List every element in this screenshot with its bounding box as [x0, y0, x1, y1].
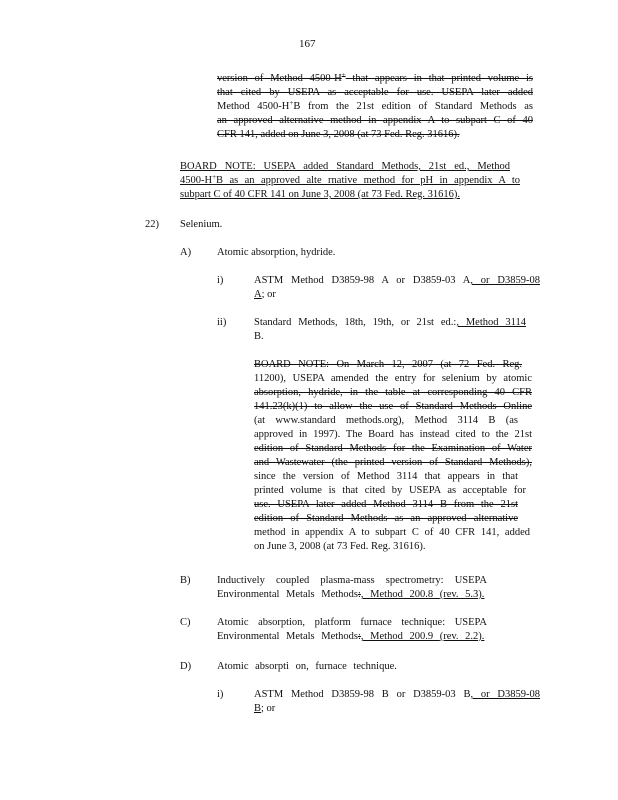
subitem-b-line-1: Inductively coupled plasma-mass spectrometry: USEPA — [217, 575, 487, 586]
ph-line-1: version of Method 4500-H+ that appears in that printed volume is — [217, 71, 533, 84]
subitem-label-b: B) — [180, 575, 191, 586]
subitem-a-i-line-1: ASTM Method D3859-98 A or D3859-03 A, or D3859-08 — [254, 275, 540, 286]
note-line-5: (at www.standard methods.org), Method 3114 B (as — [254, 415, 518, 426]
ph-line-3: Method 4500-H+B from the 21st edition of Standard Methods as — [217, 99, 533, 112]
subitem-a-ii-line-1: Standard Methods, 18th, 19th, or 21st ed.:, Method 3114 — [254, 317, 526, 328]
subitem-c-line-1: Atomic absorption, platform furnace technique: USEPA — [217, 617, 487, 628]
note-line-6: approved in 1997). The Board has instead cited to the 21st — [254, 429, 532, 440]
subitem-d-i-line-2: B; or — [254, 703, 276, 714]
note-line-1: BOARD NOTE: On March 12, 2007 (at 72 Fed. Reg. — [254, 359, 522, 370]
item-number-22: 22) — [145, 219, 159, 230]
subitem-c-line-2: Environmental Metals Methods:, Method 200.9 (rev. 2.2). — [217, 631, 485, 642]
note-line-8: and Wastewater (the printed version of Standard Methods), — [254, 457, 532, 468]
subitem-label-c: C) — [180, 617, 191, 628]
item-title-selenium: Selenium. — [180, 219, 223, 230]
note-line-7: edition of Standard Methods for the Examination of Water — [254, 443, 532, 454]
note-line-4: 141.23(k)(1) to allow the use of Standard Methods Online — [254, 401, 532, 412]
board-note-ph-line-3: subpart C of 40 CFR 141 on June 3, 2008 (at 73 Fed. Reg. 31616). — [180, 189, 460, 200]
subitem-text-d: Atomic absorpti on, furnace technique. — [217, 661, 397, 672]
ph-line-5: CFR 141, added on June 3, 2008 (at 73 Fed. Reg. 31616). — [217, 129, 460, 140]
subitem-a-i-line-2: A; or — [254, 289, 276, 300]
note-line-9: since the version of Method 3114 that appears in that — [254, 471, 518, 482]
note-line-10: printed volume is that cited by USEPA as acceptable for — [254, 485, 526, 496]
subitem-label-d-i: i) — [217, 689, 224, 700]
board-note-ph-line-1: BOARD NOTE: USEPA added Standard Methods, 21st ed., Method — [180, 161, 510, 172]
note-line-14: on June 3, 2008 (at 73 Fed. Reg. 31616). — [254, 541, 426, 552]
subitem-text-a: Atomic absorption, hydride. — [217, 247, 336, 258]
note-line-2: 11200), USEPA amended the entry for selenium by atomic — [254, 373, 532, 384]
subitem-label-d: D) — [180, 661, 192, 672]
note-line-13: method in appendix A to subpart C of 40 CFR 141, added — [254, 527, 530, 538]
ph-line-2: that cited by USEPA as acceptable for use. USEPA later added — [217, 87, 533, 98]
note-line-12: edition of Standard Methods as an approved alternative — [254, 513, 518, 524]
subitem-d-i-line-1: ASTM Method D3859-98 B or D3859-03 B, or D3859-08 — [254, 689, 540, 700]
subitem-label-a: A) — [180, 247, 192, 258]
note-line-11: use. USEPA later added Method 3114 B from the 21st — [254, 499, 518, 510]
board-note-ph-line-2: 4500-H+B as an approved alte rnative method for pH in appendix A to — [180, 173, 520, 186]
subitem-label-a-ii: ii) — [217, 317, 227, 328]
subitem-b-line-2: Environmental Metals Methods:, Method 200.8 (rev. 5.3). — [217, 589, 485, 600]
subitem-a-ii-line-2: B. — [254, 331, 264, 342]
subitem-label-a-i: i) — [217, 275, 224, 286]
ph-line-4: an approved alternative method in appendix A to subpart C of 40 — [217, 115, 533, 126]
note-line-3: absorption, hydride, in the table at corresponding 40 CFR — [254, 387, 532, 398]
page-number: 167 — [299, 38, 316, 50]
